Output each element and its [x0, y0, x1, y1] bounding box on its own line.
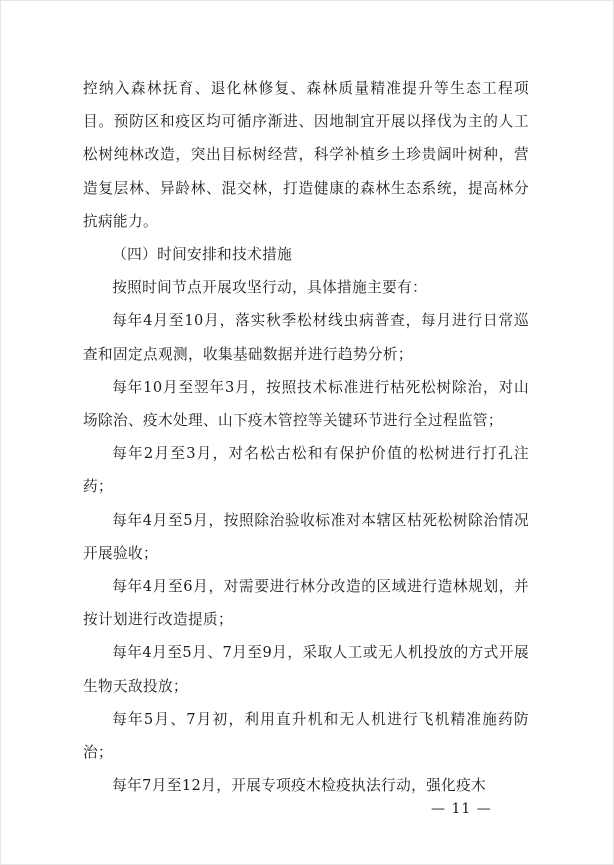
measure-paragraph: 每年4月至10月，落实秋季松材线虫病普查，每月进行日常巡查和固定点观测，收集基础数据并进行趋势分析；: [83, 312, 529, 363]
measure-paragraph: 每年5月、7月初，利用直升机和无人机进行飞机精准施药防治；: [83, 710, 529, 762]
measure-paragraph: 每年2月至3月，对名松古松和有保护价值的松树进行打孔注药；: [83, 445, 529, 496]
intro-paragraph: 按照时间节点开展攻坚行动，具体措施主要有：: [112, 279, 428, 297]
page-number: — 11 —: [431, 801, 492, 817]
continuation-paragraph: 控纳入森林抚育、退化林修复、森林质量精准提升等生态工程项目。预防区和疫区均可循序渐进、因地制宜开展以择伐为主的人工松树纯林改造，突出目标树经营，科学补植乡土珍贵阔叶树种，营造复层林、异龄林、混交林，打造健康的森林生态系统，提高林分抗病能力。: [83, 80, 529, 230]
measure-paragraph: 每年4月至5月，按照除治验收标准对本辖区枯死松树除治情况开展验收；: [83, 511, 529, 562]
section-heading: （四）时间安排和技术措施: [112, 246, 293, 264]
measure-paragraph: 每年10月至翌年3月，按照技术标准进行枯死松树除治，对山场除治、疫木处理、山下疫木管控等关键环节进行全过程监管；: [83, 378, 529, 430]
measure-paragraph: 每年7月至12月，开展专项疫木检疫执法行动，强化疫木: [112, 777, 487, 795]
document-body: [83, 72, 529, 802]
measure-paragraph: 每年4月至6月，对需要进行林分改造的区域进行造林规划，并按计划进行改造提质；: [83, 578, 529, 629]
measure-paragraph: 每年4月至5月、7月至9月，采取人工或无人机投放的方式开展生物天敌投放；: [83, 644, 529, 695]
